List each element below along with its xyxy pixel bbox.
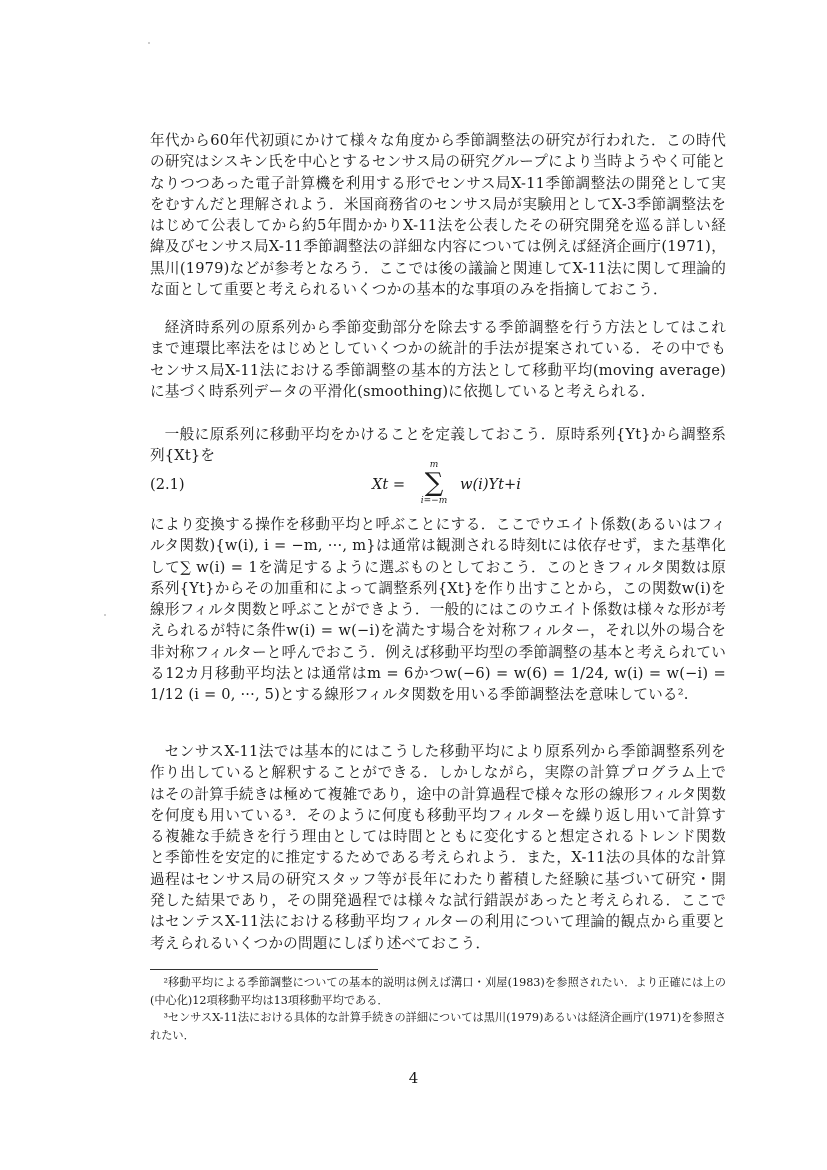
summation — [414, 460, 454, 506]
paragraph-linear-filter: により変換する操作を移動平均と呼ぶことにする．ここでウエイト係数(あるいはフィルタ関数){w(i), i = −m, ···, m}は通常は観測される時刻tには依存せず，また基準化して∑ w(i) = 1を満足するように選ぶものとしておこう．このときフィルタ関数は原系列{Yt}からその加重和によって調整系列{Xt}を作り出すことから，この関数w(i)を線形フィルタ関数と呼ぶことができよう．一般的にはこのウエイト係数は様々な形が考えられるが特に条件w(i) = w(−i)を満たす場合を対称フィルター，それ以外の場合を非対称フィルターと呼んでおこう．例えば移動平均型の季節調整の基本と考えられている12カ月移動平均法とは通常はm = 6かつw(−6) = w(6) = 1/24, w(i) = w(−i) = 1/12 (i = 0, ···, 5)とする線形フィルタ関数を用いる季節調整法を意味している². — [150, 516, 726, 704]
sum-lower-limit: i=−m — [420, 496, 448, 506]
sum-upper-limit: m — [429, 460, 439, 470]
equation-lhs: Xt = — [372, 476, 406, 493]
paragraph-history-x11: 年代から60年代初頭にかけて様々な角度から季節調整法の研究が行われた．この時代の研究はシスキン氏を中心とするセンサス局の研究グループにより当時ようやく可能となりつつあった電子計算機を利用する形でセンサス局X-11季節調整法の開発として実をむすんだと理解されよう．米国商務省のセンサス局が実験用としてX-3季節調整法をはじめて公表してから約5年間かかりX-11法を公表したその研究開発を巡る詳しい経緯及びセンサス局X-11季節調整法の詳細な内容については例えば経済企画庁(1971)，黒川(1979)などが参考となろう．ここでは後の議論と関連してX-11法に関して理論的な面として重要と考えられるいくつかの基本的な事項のみを指摘しておこう． — [150, 132, 726, 299]
page-number: 4 — [408, 1069, 419, 1087]
sum-symbol: ∑ — [424, 468, 444, 498]
equation-number: (2.1) — [150, 476, 185, 493]
footnote-divider — [150, 969, 378, 970]
paragraph-moving-average-intro: 経済時系列の原系列から季節変動部分を除去する季節調整を行う方法としてはこれまで連環比率法をはじめとしていくつかの統計的手法が提案されている．その中でもセンサス局X-11法における季節調整の基本的方法として移動平均(moving average)に基づく時系列データの平滑化(smoothing)に依拠していると考えられる． — [150, 319, 726, 400]
paragraph-definition-lead: 一般に原系列に移動平均をかけることを定義しておこう．原時系列{Yt}から調整系列{Xt}を — [150, 426, 726, 465]
equation-body — [372, 460, 521, 520]
footnote-2: ²移動平均による季節調整についての基本的説明は例えば溝口・刈屋(1983)を参照されたい．より正確には上の(中心化)12項移動平均は13項移動平均である． — [150, 976, 726, 1007]
paragraph-x11-procedure: センサスX-11法では基本的にはこうした移動平均により原系列から季節調整系列を作り出していると解釈することができる．しかしながら，実際の計算プログラム上ではその計算手続きは極めて複雑であり，途中の計算過程で様々な形の線形フィルタ関数を何度も用いている³．そのように何度も移動平均フィルターを繰り返し用いて計算する複雑な手続きを行う理由としては時間とともに変化すると想定されるトレンド関数と季節性を安定的に推定するためである考えられよう．また，X-11法の具体的な計算過程はセンサス局の研究スタッフ等が長年にわたり蓄積した経験に基づいて研究・開発した結果であり，その開発過程では様々な試行錯誤があったと考えられる．ここではセンテスX-11法における移動平均フィルターの利用について理論的観点から重要と考えられるいくつかの問題にしぼり述べておこう． — [150, 743, 726, 952]
footnotes — [150, 974, 726, 1044]
equation-rhs: w(i)Yt+i — [460, 476, 521, 493]
scan-speck — [104, 614, 106, 616]
equation-2-1 — [150, 460, 726, 520]
scan-speck — [148, 42, 150, 44]
footnote-3: ³センサスX-11法における具体的な計算手続きの詳細については黒川(1979)あるいは経済企画庁(1971)を参照されたい． — [150, 1011, 726, 1042]
